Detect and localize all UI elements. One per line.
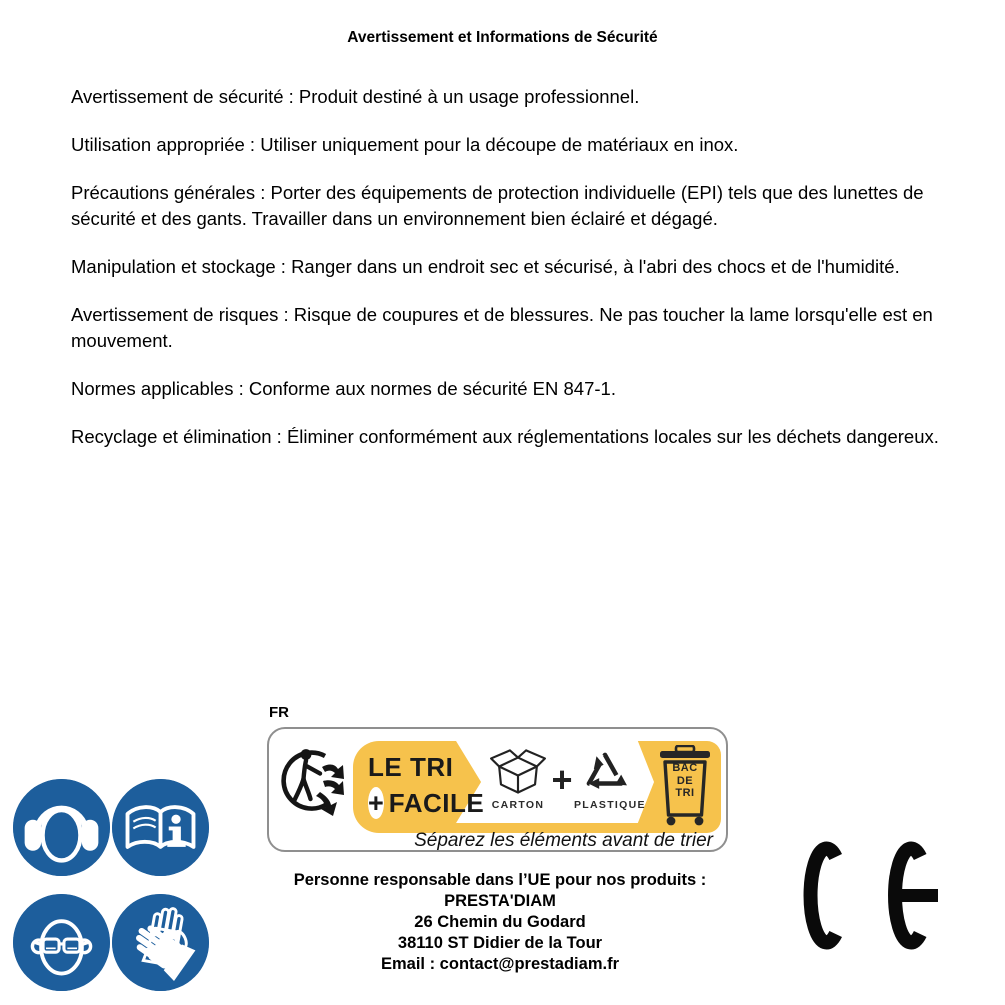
paragraph-handling-storage: Manipulation et stockage : Ranger dans un endroit sec et sécurisé, à l'abri des chocs et de l'humidité. <box>71 256 900 277</box>
responsible-intro: Personne responsable dans l’UE pour nos produits : <box>293 871 707 889</box>
recycling-triangle-icon <box>576 745 634 797</box>
country-code-label: FR <box>269 704 289 721</box>
bin-text: BAC DE TRI <box>672 762 698 799</box>
material-plastique-label: PLASTIQUE <box>574 799 646 811</box>
material-carton-label: CARTON <box>491 799 545 811</box>
triman-icon <box>279 737 353 825</box>
tri-word-1: LE TRI <box>368 752 454 782</box>
safety-pictograms <box>13 779 213 991</box>
paragraph-recycling-disposal: Recyclage et élimination : Éliminer conformément aux réglementations locales sur les déchets dangereux. <box>71 426 939 447</box>
safety-paragraphs <box>71 84 977 472</box>
read-instruction-manual-icon <box>112 779 209 876</box>
ce-marking-icon <box>799 841 941 950</box>
paragraph-risk-warning: Avertissement de risques : Risque de coupures et de blessures. Ne pas toucher la lame lorsqu'elle est en mouvement. <box>71 304 933 351</box>
paragraph-appropriate-use: Utilisation appropriée : Utiliser uniquement pour la découpe de matériaux en inox. <box>71 134 739 155</box>
le-tri-facile-wordmark <box>368 752 485 819</box>
sorting-banner <box>353 741 721 833</box>
material-carton <box>487 745 549 811</box>
tri-word-2: FACILE <box>388 787 485 818</box>
sorting-instruction: Séparez les éléments avant de trier <box>414 830 713 851</box>
page-title: Avertissement et Informations de Sécurité <box>347 29 658 46</box>
wear-eye-protection-icon <box>13 894 110 991</box>
address-city: 38110 ST Didier de la Tour <box>397 934 603 952</box>
paragraph-applicable-standards: Normes applicables : Conforme aux normes de sécurité EN 847-1. <box>71 378 616 399</box>
material-plastique <box>574 745 646 811</box>
wear-protective-gloves-icon <box>112 894 209 991</box>
paragraph-general-precautions: Précautions générales : Porter des équipements de protection individuelle (EPI) tels que des lunettes de sécurité et des gants. Travailler dans un environnement bien éclairé et dégagé. <box>71 182 924 229</box>
wear-ear-protection-icon <box>13 779 110 876</box>
paragraph-safety-warning: Avertissement de sécurité : Produit destiné à un usage professionnel. <box>71 86 640 107</box>
company-name: PRESTA'DIAM <box>444 892 556 910</box>
address-street: 26 Chemin du Godard <box>414 913 586 931</box>
sorting-bin-icon <box>656 745 714 829</box>
cardboard-box-icon <box>489 745 547 797</box>
plus-badge-icon: + <box>368 788 384 818</box>
triman-sorting-label <box>267 727 728 852</box>
plus-separator: + <box>551 759 573 800</box>
contact-email: Email : contact@prestadiam.fr <box>381 955 619 973</box>
responsible-person-block <box>238 870 762 975</box>
